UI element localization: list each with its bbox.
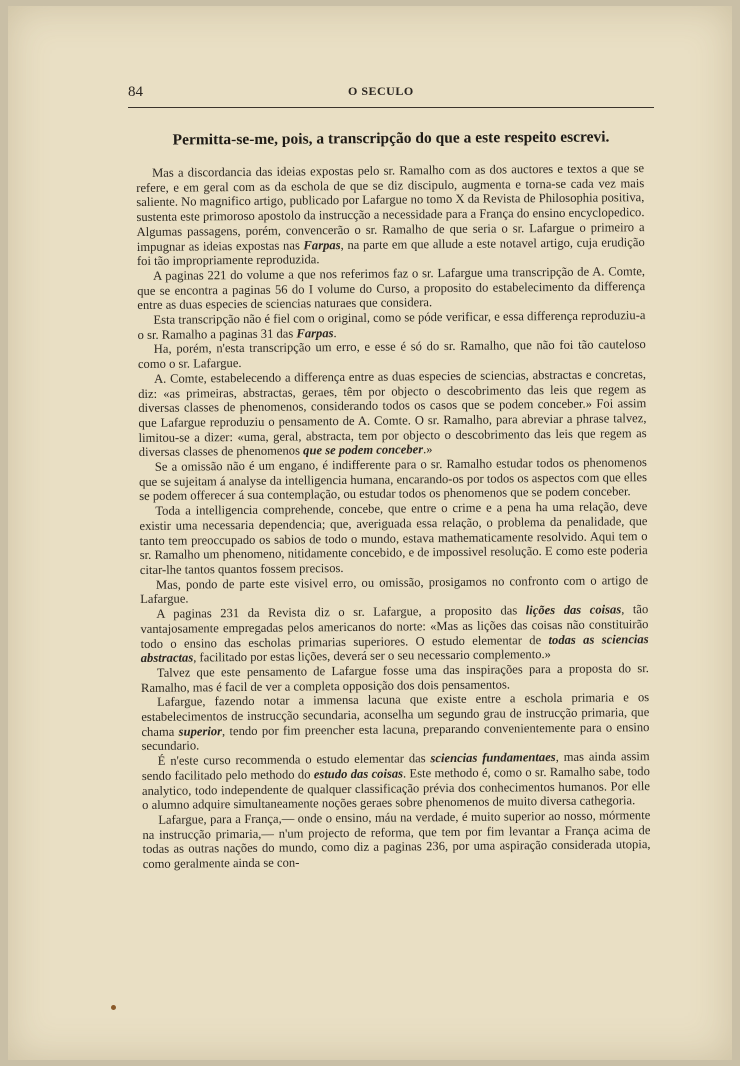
paragraph: Ha, porém, n'esta transcripção um erro, e esse é só do sr. Ramalho, que não foi tão cauteloso como o sr. Lafargue.	[137, 337, 646, 372]
emphasis-text: superior	[178, 723, 223, 739]
page-number: 84	[128, 84, 143, 100]
emphasis-text: Farpas	[296, 325, 334, 341]
paragraph: Toda a intelligencia comprehende, concebe, que entre o crime e a pena ha uma relação, deve existir uma necessaria dependencia; que, averiguada essa relação, o problema da penalidade, que tanto tem preoccupado os sabios de todo o mundo, estava mathematicamente resolvido. Aqui tem o sr. Ramalho um phenomeno, nitidamente concebido, e de impossivel resolução. E como este poderia citar-lhe tantos quantos fossem precisos.	[139, 499, 648, 577]
page	[8, 6, 732, 1060]
paragraph: A paginas 231 da Revista diz o sr. Lafargue, a proposito das lições das coisas, tão vantajosamente empregadas pelos americanos do norte: «Mas as lições das coisas não constituirão todo o ensino das escholas primarias superiores. O estudo elementar de todas as sciencias abstractas, facilitado por estas lições, deverá ser o seu necessario complemento.»	[140, 602, 649, 666]
paragraph: Se a omissão não é um engano, é indifferente para o sr. Ramalho estudar todos os phenomenos que se sujeitam á analyse da intelligencia humana, encarando-os por todos os aspectos com que elles se podem offerecer á sua contemplação, ou estudar todos os phenomenos que se podem conceber.	[138, 455, 648, 504]
paragraph: A. Comte, estabelecendo a differença entre as duas especies de sciencias, abstractas e concretas, diz: «as primeiras, abstractas, geraes, têm por objecto o descobrimento das leis que regem as diversas classes de phenomenos, considerando todos os casos que se podem conceber.» Foi assim que Lafargue reproduziu o pensamento de A. Comte. O sr. Ramalho, para abreviar a phrase talvez, limitou-se a dizer: «uma, geral, abstracta, tem por objecto o descobrimento das leis que regem as diversas classes de phenomenos que se podem conceber.»	[138, 366, 647, 460]
emphasis-text: sciencias fundamentaes	[430, 750, 556, 766]
emphasis-text: estudo das coisas	[313, 766, 404, 782]
paragraph: Mas a discordancia das ideias expostas pelo sr. Ramalho com as dos auctores e textos a que se refere, e em geral com as da escholа de que se diz discipulo, augmenta e torna-se cada vez mais saliente. No magnifico artigo, publicado por Lafargue no tomo X da Revista de Philosophia positiva, sustenta este primoroso apostolo da instrucção a necessidade para a França do ensino encyclopedico. Algumas passagens, porém, convencerão o sr. Ramalho de que seria o sr. Lafargue o primeiro a impugnar as ideias expostas nas Farpas, na parte em que allude a este notavel artigo, cuja erudição foi tão impropriamente reproduzida.	[136, 161, 645, 269]
paragraph: Talvez que este pensamento de Lafargue fosse uma das inspirações para a proposta do sr. Ramalho, mas é facil de ver a completa opposição dos dois pensamentos.	[140, 661, 649, 695]
paragraph: Lafargue, fazendo notar a immensa lacuna que existe entre a eschola primaria e os estabelecimentos de instrucção secundaria, aconselha um segundo grau de instrucção primaria, que chama superior, tendo por fim preencher esta lacuna, preparando convenientemente para o ensino secundario.	[141, 690, 650, 754]
section-heading: Permitta-se-me, pois, a transcripção do que a este respeito escrevi.	[172, 128, 610, 149]
paragraph: Mas, pondo de parte este visivel erro, ou omissão, prosigamos no confronto com o artigo de Lafargue.	[140, 572, 649, 607]
header-rule	[128, 107, 654, 108]
emphasis-text: lições das coisas	[525, 602, 622, 618]
emphasis-text: todas as sciencias abstractas	[140, 631, 649, 666]
paragraph: Lafargue, para a França,— onde o ensino, máu na verdade, é muito superior ao nosso, mórmente na instrucção primaria,— n'um projecto de reforma, que tem por fim levantar a França acima de todas as outras nações do mundo, como diz a paginas 236, por uma aspiração considerada utopia, como geralmente ainda se con-	[142, 808, 651, 872]
paragraph: A paginas 221 do volume a que nos referimos faz o sr. Lafargue uma transcripção de A. Comte, que se encontra a paginas 56 do I volume do Curso, a proposito do estabelecimento da differença entre as duas especies de sciencias naturaes que considera.	[137, 264, 646, 313]
paragraph: Esta transcripção não é fiel com o original, como se póde verificar, e essa differença reproduziu-a o sr. Ramalho a paginas 31 das Farpas.	[137, 308, 646, 342]
body-text	[136, 161, 651, 872]
emphasis-text: Farpas	[303, 237, 341, 252]
emphasis-text: que se podem conceber	[303, 442, 424, 458]
paragraph: É n'este curso recommenda o estudo elementar das sciencias fundamentaes, mas ainda assim sendo facilitado pelo methodo do estudo das coisas. Este methodo é, como o sr. Ramalho sabe, todo analytico, todo independente de qualquer classificação prévia dos conhecimentos humanos. Por elle o alumno adquire simultaneamente noções geraes sobre phenomenos de muito diversa cathegoria.	[141, 749, 651, 813]
ink-spot	[111, 1005, 116, 1010]
running-head: O SECULO	[348, 84, 414, 98]
